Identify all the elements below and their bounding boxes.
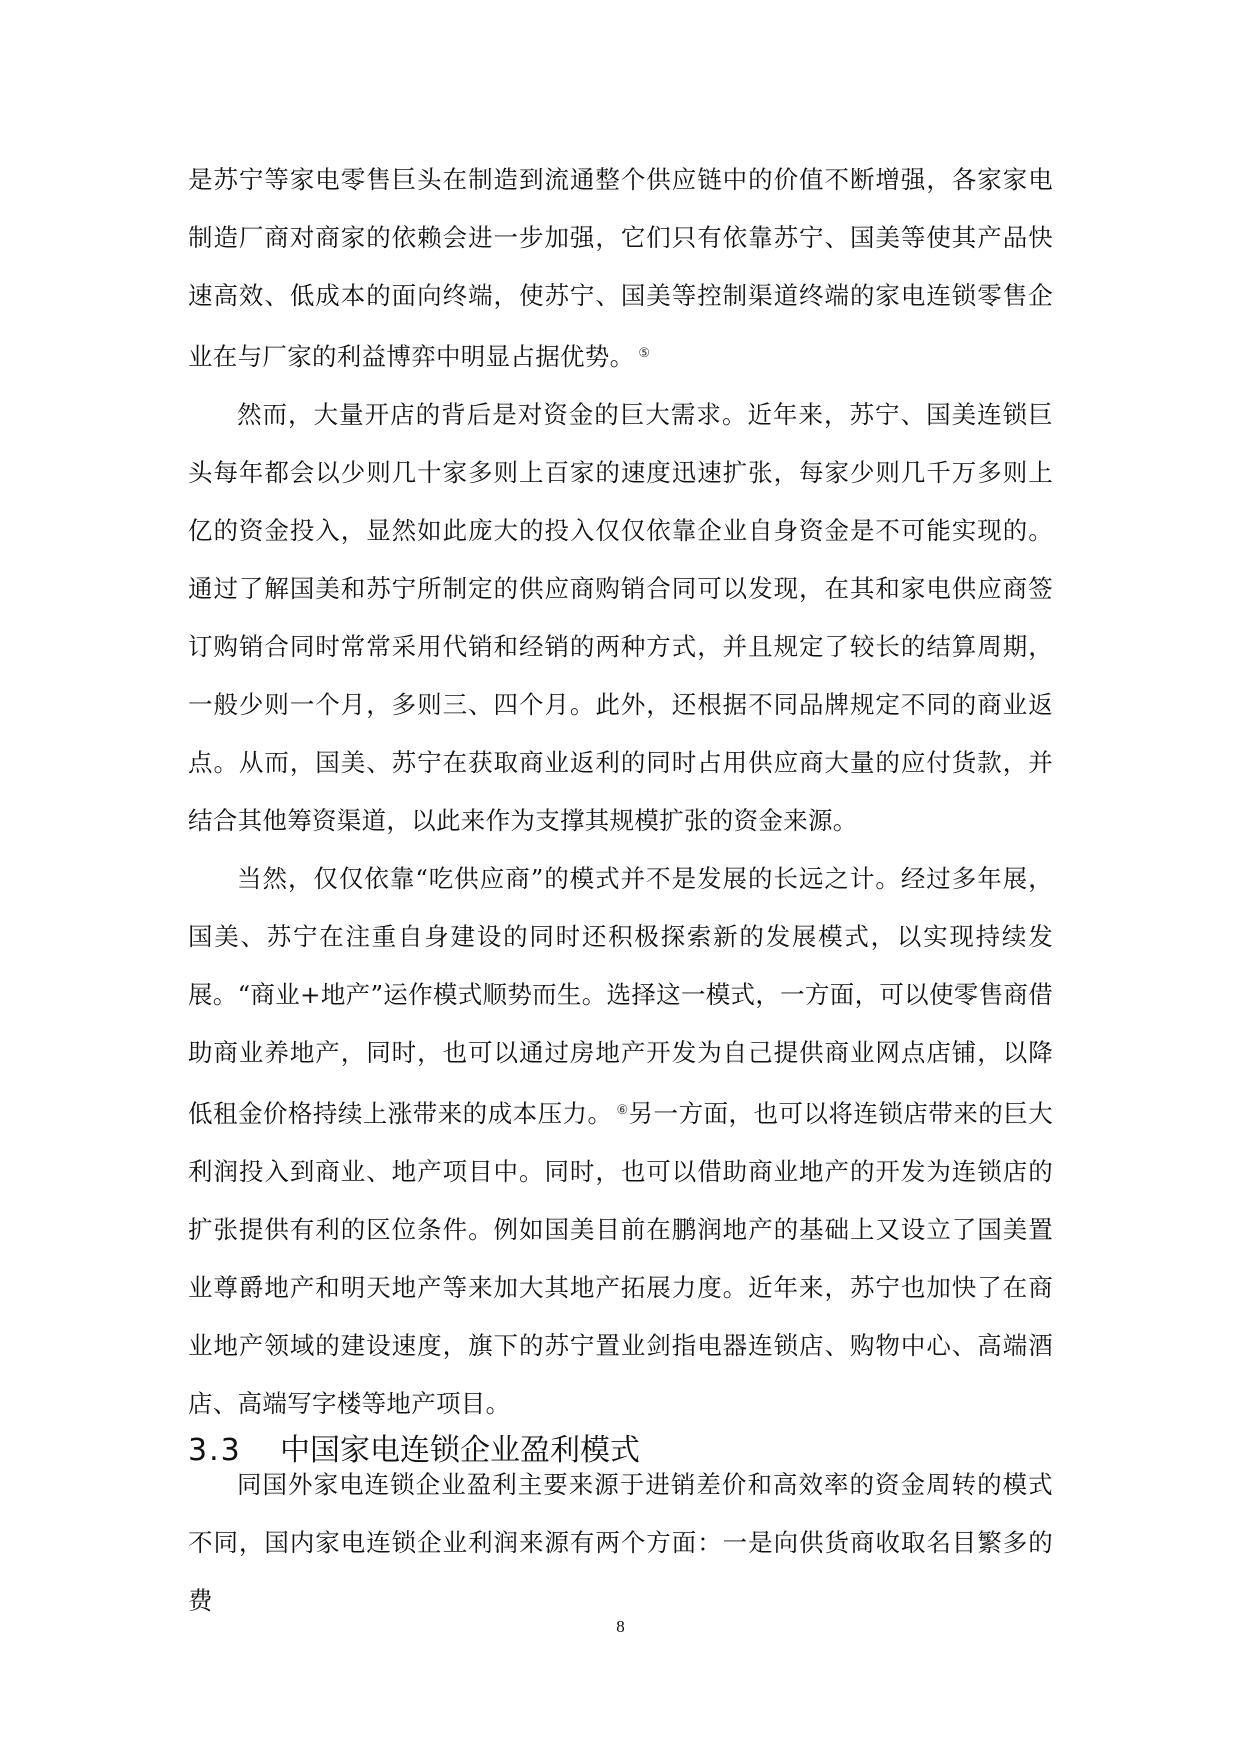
paragraph-text: 然而，大量开店的背后是对资金的巨大需求。近年来，苏宁、国美连锁巨头每年都会以少则几十家多则上百家的速度迅速扩张，每家少则几千万多则上亿的资金投入，显然如此庞大的投入仅仅依靠企业自身资金是不可能实现的。通过了解国美和苏宁所制定的供应商购销合同可以发现，在其和家电供应商签订购销合同时常常采用代销和经销的两种方式，并且规定了较长的结算周期，一般少则一个月，多则三、四个月。此外，还根据不同品牌规定不同的商业返点。从而，国美、苏宁在获取商业返利的同时占用供应商大量的应付货款，并结合其他筹资渠道，以此来作为支撑其规模扩张的资金来源。 <box>188 400 1053 835</box>
page-number: 8 <box>616 1617 625 1636</box>
paragraph-text: 同国外家电连锁企业盈利主要来源于进销差价和高效率的资金周转的模式不同，国内家电连锁企业利润来源有两个方面：一是向供货商收取名目繁多的费 <box>188 1470 1053 1615</box>
paragraph-real-estate <box>188 850 1053 1433</box>
footnote-marker[interactable]: ⑤ <box>638 346 651 361</box>
footnote-marker[interactable]: ⑥ <box>616 1103 629 1118</box>
paragraph-funding <box>188 386 1053 850</box>
paragraph-text: 是苏宁等家电零售巨头在制造到流通整个供应链中的价值不断增强，各家家电制造厂商对商家的依赖会进一步加强，它们只有依靠苏宁、国美等使其产品快速高效、低成本的面向终端，使苏宁、国美等控制渠道终端的家电连锁零售企业在与厂家的利益博弈中明显占据优势。 <box>188 165 1053 371</box>
paragraph-continued <box>188 151 1053 386</box>
paragraph-text: 当然，仅仅依靠“吃供应商”的模式并不是发展的长远之计。经过多年展，国美、苏宁在注重自身建设的同时还积极探索新的发展模式，以实现持续发展。“商业+地产”运作模式顺势而生。选择这一模式，一方面，可以使零售商借助商业养地产，同时，也可以通过房地产开发为自己提供商业网点店铺，以降低租金价格持续上涨带来的成本压力。 <box>188 864 1053 1128</box>
section-title: 中国家电连锁企业盈利模式 <box>280 1433 640 1468</box>
paragraph-text: 另一方面，也可以将连锁店带来的巨大利润投入到商业、地产项目中。同时，也可以借助商业地产的开发为连锁店的扩张提供有利的区位条件。例如国美目前在鹏润地产的基础上又设立了国美置业尊爵地产和明天地产等来加大其地产拓展力度。近年来，苏宁也加快了在商业地产领域的建设速度，旗下的苏宁置业剑指电器连锁店、购物中心、高端酒店、高端写字楼等地产项目。 <box>188 1099 1053 1418</box>
body-text-upper <box>188 151 1053 1433</box>
paragraph-profit-model <box>188 1456 1053 1630</box>
section-number: 3.3 <box>188 1433 242 1468</box>
body-text-lower <box>188 1456 1053 1630</box>
